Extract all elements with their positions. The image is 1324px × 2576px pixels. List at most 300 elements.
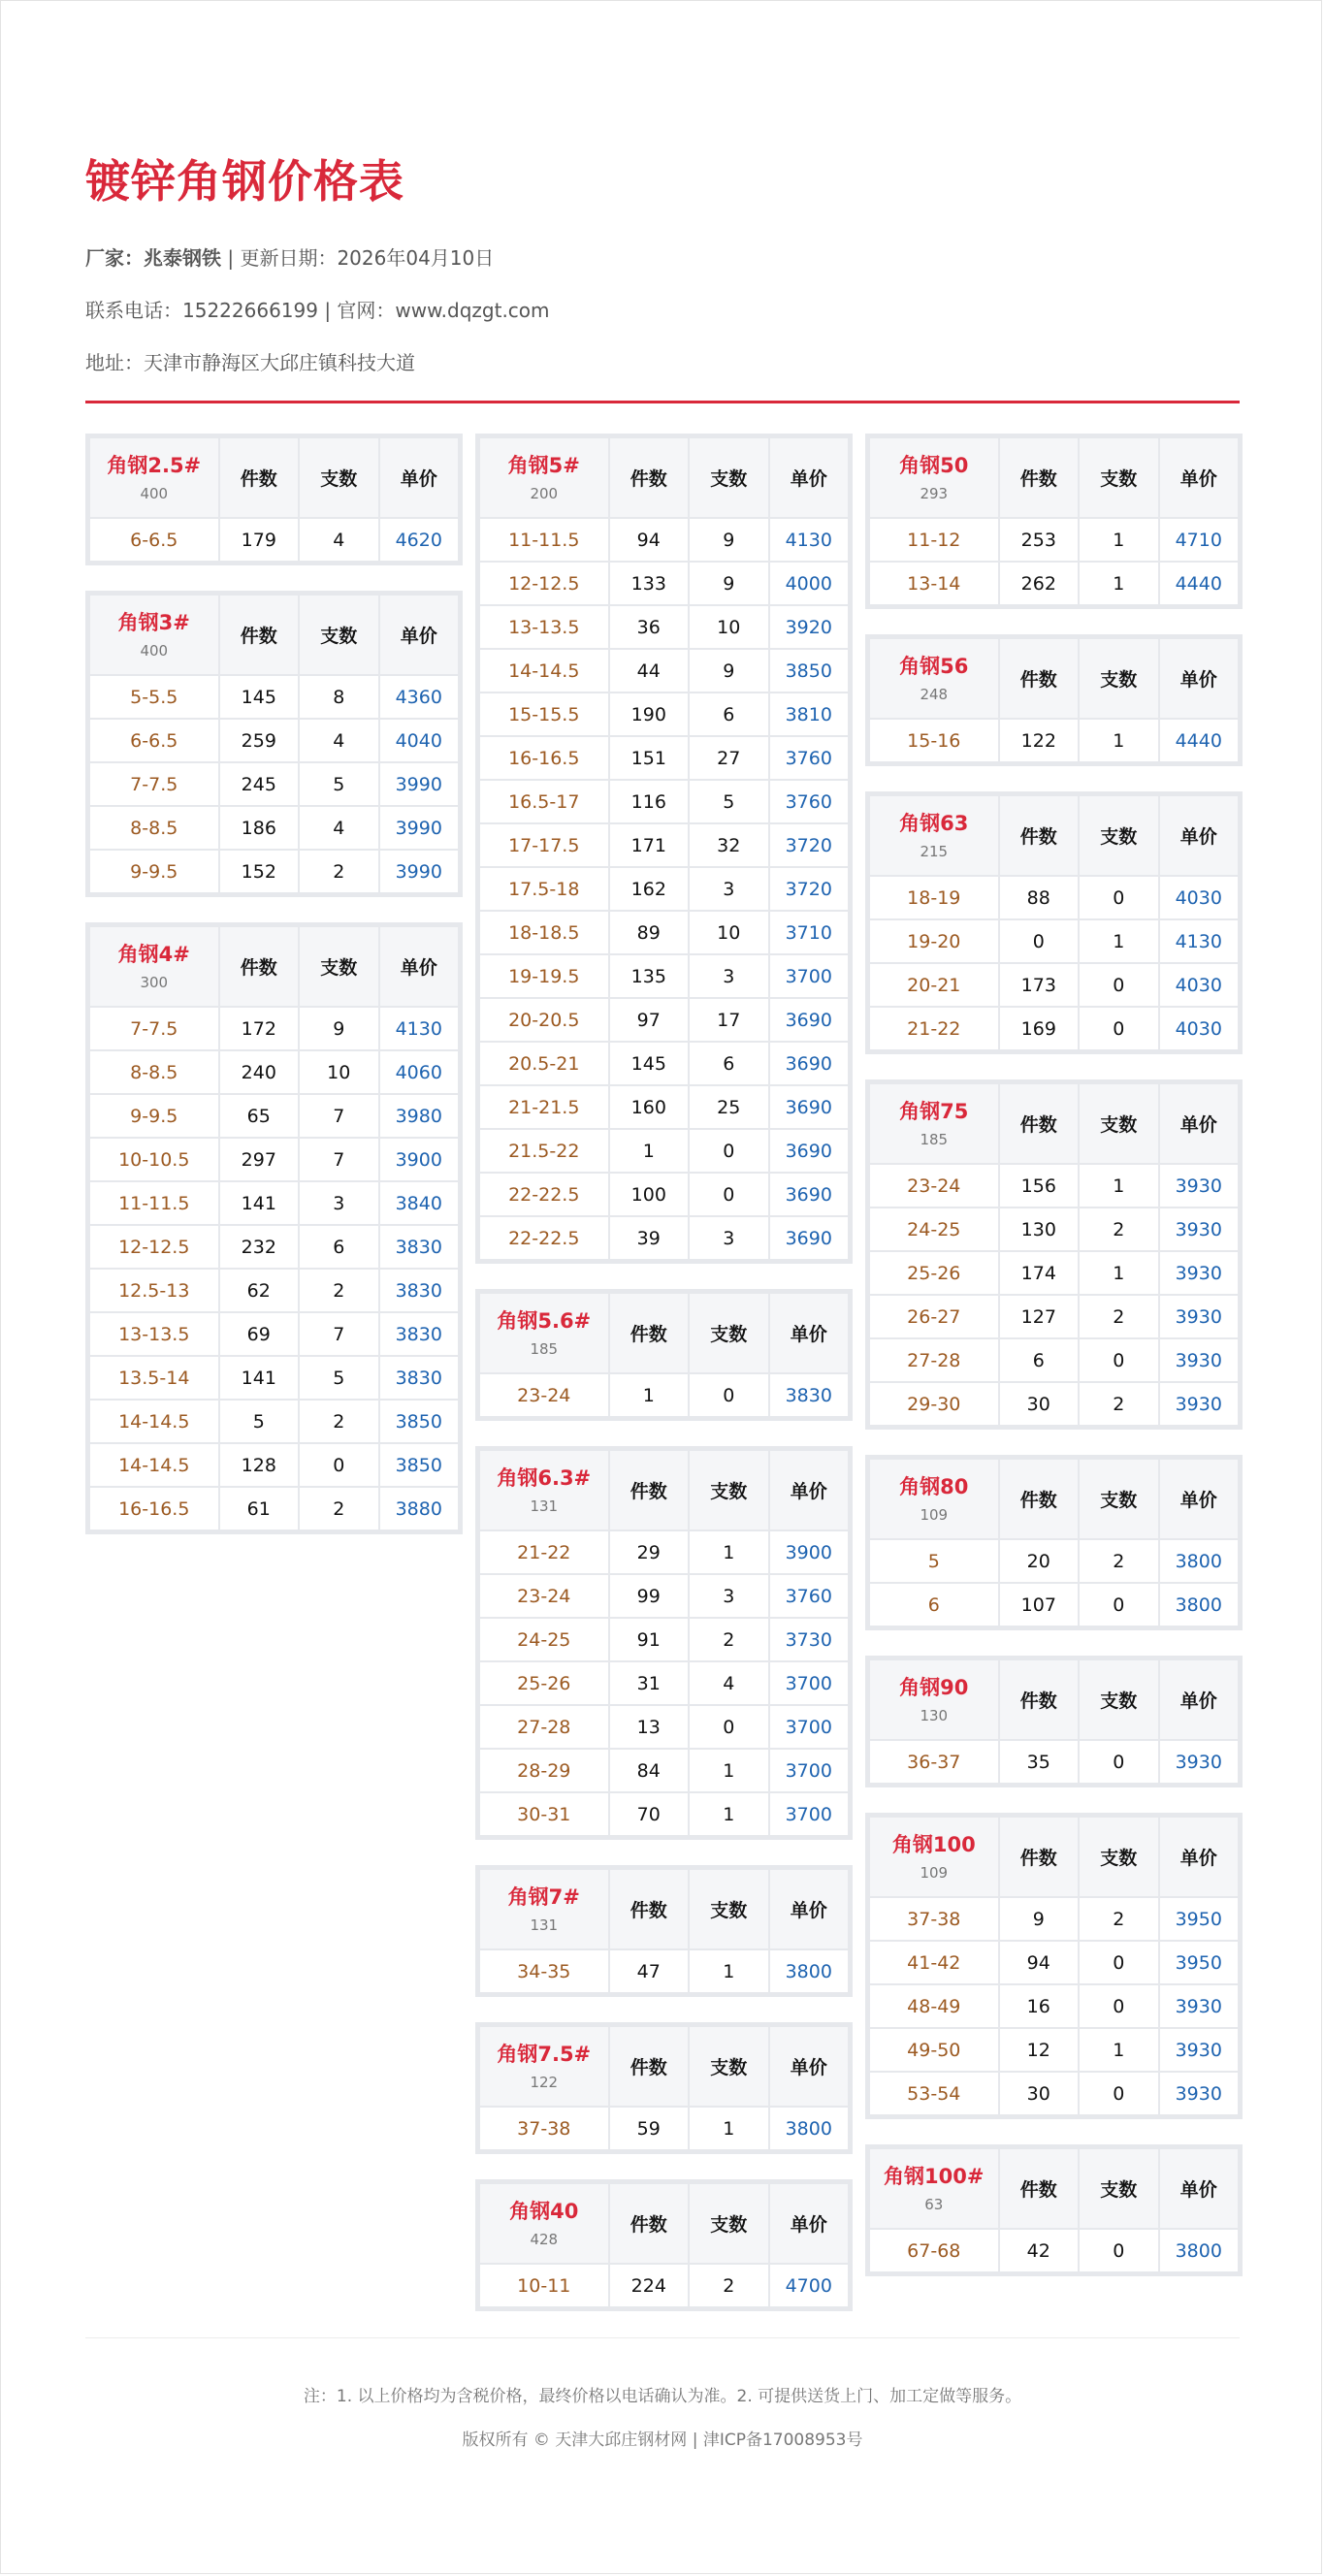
pieces-cell: 141 [219, 1356, 299, 1400]
table-row [479, 1216, 849, 1260]
price-cell: 3700 [769, 954, 850, 998]
table-row [89, 1225, 459, 1269]
pieces-cell: 30 [999, 1382, 1079, 1426]
table-row [869, 1295, 1239, 1338]
product-header [869, 437, 999, 518]
pieces-cell: 62 [219, 1269, 299, 1312]
price-table [865, 1656, 1243, 1787]
table-row [479, 1749, 849, 1792]
spec-cell: 16.5-17 [479, 780, 609, 823]
page-header [85, 146, 1240, 389]
spec-cell: 29-30 [869, 1382, 999, 1426]
price-cell: 3760 [769, 1574, 850, 1618]
spec-cell: 13.5-14 [89, 1356, 219, 1400]
pieces-header: 件数 [999, 1817, 1079, 1897]
table-row [869, 1338, 1239, 1382]
pieces-cell: 89 [609, 911, 689, 954]
table-row [869, 2028, 1239, 2072]
table-row [479, 823, 849, 867]
pieces-cell: 9 [999, 1897, 1079, 1941]
pieces-header: 件数 [609, 1293, 689, 1373]
pieces-cell: 97 [609, 998, 689, 1042]
table-row [89, 1181, 459, 1225]
pieces-cell: 1 [609, 1373, 689, 1417]
product-header [479, 1869, 609, 1949]
spec-cell: 21-22 [479, 1530, 609, 1574]
sticks-cell: 9 [689, 518, 768, 562]
price-table-grid [478, 1449, 850, 1837]
sticks-header: 支数 [299, 595, 378, 675]
price-table-grid [868, 436, 1240, 606]
sticks-cell: 0 [1079, 2072, 1158, 2115]
table-header-row [89, 595, 459, 675]
product-header [869, 1817, 999, 1897]
pieces-cell: 190 [609, 692, 689, 736]
sticks-header: 支数 [1079, 1659, 1158, 1740]
sticks-cell: 2 [1079, 1295, 1158, 1338]
price-cell: 3850 [769, 649, 850, 692]
spec-cell: 14-14.5 [89, 1400, 219, 1443]
spec-cell: 12.5-13 [89, 1269, 219, 1312]
table-row [869, 1007, 1239, 1050]
pieces-cell: 169 [999, 1007, 1079, 1050]
sticks-cell: 0 [1079, 1941, 1158, 1984]
spec-cell: 17-17.5 [479, 823, 609, 867]
product-weight: 185 [920, 1130, 949, 1148]
table-row [479, 1173, 849, 1216]
product-name: 角钢80 [899, 1474, 969, 1498]
product-header [89, 926, 219, 1007]
pieces-cell: 91 [609, 1618, 689, 1661]
header-divider [85, 401, 1240, 403]
price-header: 单价 [1159, 638, 1240, 719]
product-name: 角钢3# [117, 610, 190, 634]
sticks-cell: 2 [1079, 1382, 1158, 1426]
pieces-cell: 172 [219, 1007, 299, 1050]
sticks-cell: 5 [689, 780, 768, 823]
contact-line: 联系电话：15222666199 | 官网：www.dqzgt.com [85, 299, 550, 322]
manufacturer-line [85, 232, 1240, 284]
sticks-cell: 6 [689, 1042, 768, 1085]
spec-cell: 15-16 [869, 719, 999, 762]
product-name: 角钢40 [509, 2199, 579, 2223]
pieces-cell: 128 [219, 1443, 299, 1487]
price-table-grid [88, 594, 460, 894]
sticks-cell: 1 [1079, 919, 1158, 963]
spec-cell: 9-9.5 [89, 1094, 219, 1138]
table-row [869, 1941, 1239, 1984]
price-table-grid [868, 1816, 1240, 2116]
sticks-cell: 2 [1079, 1208, 1158, 1251]
price-cell: 4360 [379, 675, 460, 719]
sticks-cell: 2 [1079, 1897, 1158, 1941]
sticks-cell: 8 [299, 675, 378, 719]
sticks-cell: 1 [689, 2107, 768, 2150]
pieces-cell: 135 [609, 954, 689, 998]
product-name: 角钢63 [899, 811, 969, 835]
price-cell: 4040 [379, 719, 460, 762]
product-weight: 200 [530, 484, 559, 502]
spec-cell: 28-29 [479, 1749, 609, 1792]
pieces-cell: 224 [609, 2264, 689, 2307]
pieces-cell: 116 [609, 780, 689, 823]
pieces-header: 件数 [999, 2148, 1079, 2229]
price-cell: 3720 [769, 823, 850, 867]
product-name: 角钢100# [884, 2164, 985, 2188]
price-table [865, 2144, 1243, 2276]
price-table-grid [478, 2025, 850, 2151]
sticks-header: 支数 [299, 926, 378, 1007]
product-weight: 300 [140, 973, 169, 991]
spec-cell: 12-12.5 [479, 562, 609, 605]
price-cell: 3930 [1159, 1251, 1240, 1295]
pieces-cell: 29 [609, 1530, 689, 1574]
price-cell: 3690 [769, 1216, 850, 1260]
price-header: 单价 [1159, 2148, 1240, 2229]
spec-cell: 67-68 [869, 2229, 999, 2272]
sticks-cell: 27 [689, 736, 768, 780]
pieces-cell: 162 [609, 867, 689, 911]
pieces-cell: 94 [609, 518, 689, 562]
price-cell: 3990 [379, 806, 460, 850]
product-name: 角钢2.5# [107, 453, 202, 477]
pieces-header: 件数 [609, 2026, 689, 2107]
spec-cell: 48-49 [869, 1984, 999, 2028]
price-cell: 4000 [769, 562, 850, 605]
sticks-cell: 7 [299, 1312, 378, 1356]
pieces-cell: 171 [609, 823, 689, 867]
table-row [89, 1487, 459, 1530]
table-row [869, 876, 1239, 919]
spec-cell: 21-22 [869, 1007, 999, 1050]
spec-cell: 37-38 [479, 2107, 609, 2150]
price-table [85, 591, 463, 897]
sticks-cell: 5 [299, 762, 378, 806]
spec-cell: 26-27 [869, 1295, 999, 1338]
price-table [85, 922, 463, 1534]
pieces-cell: 179 [219, 518, 299, 562]
table-row [869, 963, 1239, 1007]
price-table [865, 791, 1243, 1054]
pieces-cell: 30 [999, 2072, 1079, 2115]
price-cell: 3800 [769, 2107, 850, 2150]
price-cell: 3930 [1159, 1208, 1240, 1251]
product-name: 角钢7.5# [497, 2042, 592, 2066]
spec-cell: 23-24 [479, 1574, 609, 1618]
price-cell: 4030 [1159, 1007, 1240, 1050]
price-cell: 4130 [379, 1007, 460, 1050]
sticks-cell: 2 [299, 1400, 378, 1443]
price-header: 单价 [1159, 437, 1240, 518]
price-cell: 3830 [769, 1373, 850, 1417]
price-table-grid [868, 1458, 1240, 1627]
table-row [479, 1792, 849, 1836]
sticks-header: 支数 [689, 437, 768, 518]
table-row [869, 1382, 1239, 1426]
copyright: 版权所有 © 天津大邱庄钢材网 | 津ICP备17008953号 [462, 2431, 863, 2450]
spec-cell: 30-31 [479, 1792, 609, 1836]
sticks-cell: 9 [689, 562, 768, 605]
spec-cell: 23-24 [869, 1164, 999, 1208]
sticks-cell: 2 [299, 850, 378, 893]
pieces-cell: 145 [609, 1042, 689, 1085]
price-table [865, 434, 1243, 609]
spec-cell: 18-19 [869, 876, 999, 919]
pieces-cell: 13 [609, 1705, 689, 1749]
table-row [479, 518, 849, 562]
pieces-cell: 0 [999, 919, 1079, 963]
spec-cell: 22-22.5 [479, 1173, 609, 1216]
spec-cell: 15-15.5 [479, 692, 609, 736]
price-table [475, 2022, 853, 2154]
pieces-cell: 44 [609, 649, 689, 692]
product-name: 角钢75 [899, 1099, 969, 1123]
price-cell: 3930 [1159, 1382, 1240, 1426]
price-header: 单价 [1159, 1817, 1240, 1897]
price-cell: 3990 [379, 762, 460, 806]
table-header-row [869, 2148, 1239, 2229]
price-cell: 3690 [769, 1085, 850, 1129]
price-table [475, 1446, 853, 1840]
pieces-cell: 259 [219, 719, 299, 762]
price-column-3 [865, 434, 1243, 2302]
sticks-header: 支数 [1079, 1459, 1158, 1539]
pieces-cell: 84 [609, 1749, 689, 1792]
sticks-header: 支数 [1079, 437, 1158, 518]
price-cell: 3700 [769, 1792, 850, 1836]
table-header-row [869, 1083, 1239, 1164]
sticks-cell: 2 [689, 2264, 768, 2307]
price-table-grid [478, 2182, 850, 2308]
spec-cell: 17.5-18 [479, 867, 609, 911]
pieces-cell: 36 [609, 605, 689, 649]
product-header [869, 795, 999, 876]
product-header [869, 1659, 999, 1740]
product-weight: 63 [924, 2195, 944, 2213]
product-header [479, 2026, 609, 2107]
price-cell: 3700 [769, 1705, 850, 1749]
pieces-cell: 174 [999, 1251, 1079, 1295]
product-weight: 109 [920, 1505, 949, 1524]
pieces-cell: 39 [609, 1216, 689, 1260]
spec-cell: 9-9.5 [89, 850, 219, 893]
price-cell: 3850 [379, 1400, 460, 1443]
sticks-cell: 2 [1079, 1539, 1158, 1583]
price-cell: 3800 [1159, 1539, 1240, 1583]
product-weight: 400 [140, 641, 169, 660]
price-table-grid [868, 1082, 1240, 1427]
sticks-cell: 1 [1079, 1251, 1158, 1295]
pieces-cell: 232 [219, 1225, 299, 1269]
pieces-header: 件数 [999, 638, 1079, 719]
table-row [479, 605, 849, 649]
sticks-header: 支数 [1079, 2148, 1158, 2229]
product-header [479, 2183, 609, 2264]
price-cell: 3900 [379, 1138, 460, 1181]
price-header: 单价 [379, 595, 460, 675]
pieces-header: 件数 [999, 1459, 1079, 1539]
sticks-cell: 0 [689, 1173, 768, 1216]
sticks-header: 支数 [1079, 638, 1158, 719]
pieces-cell: 127 [999, 1295, 1079, 1338]
table-row [869, 2229, 1239, 2272]
product-header [89, 437, 219, 518]
price-header: 单价 [769, 1293, 850, 1373]
table-row [869, 719, 1239, 762]
table-row [479, 1373, 849, 1417]
price-header: 单价 [769, 2026, 850, 2107]
price-table-grid [88, 925, 460, 1531]
price-cell: 3760 [769, 736, 850, 780]
table-header-row [869, 1459, 1239, 1539]
sticks-cell: 0 [1079, 2229, 1158, 2272]
table-row [89, 1138, 459, 1181]
table-row [89, 1312, 459, 1356]
table-row [479, 692, 849, 736]
sticks-cell: 25 [689, 1085, 768, 1129]
sticks-cell: 0 [689, 1373, 768, 1417]
price-header: 单价 [769, 2183, 850, 2264]
pieces-cell: 133 [609, 562, 689, 605]
sticks-cell: 1 [689, 1530, 768, 1574]
pieces-cell: 6 [999, 1338, 1079, 1382]
spec-cell: 8-8.5 [89, 1050, 219, 1094]
price-header: 单价 [1159, 1083, 1240, 1164]
spec-cell: 24-25 [869, 1208, 999, 1251]
spec-cell: 11-11.5 [89, 1181, 219, 1225]
sticks-cell: 6 [299, 1225, 378, 1269]
pieces-cell: 42 [999, 2229, 1079, 2272]
spec-cell: 21.5-22 [479, 1129, 609, 1173]
spec-cell: 21-21.5 [479, 1085, 609, 1129]
price-cell: 3830 [379, 1225, 460, 1269]
price-header: 单价 [769, 437, 850, 518]
sticks-cell: 2 [689, 1618, 768, 1661]
sticks-cell: 3 [689, 1574, 768, 1618]
price-table-grid [478, 1292, 850, 1418]
table-row [479, 1949, 849, 1993]
table-header-row [869, 1659, 1239, 1740]
price-table [475, 1289, 853, 1421]
sticks-cell: 1 [689, 1949, 768, 1993]
sticks-cell: 10 [689, 605, 768, 649]
table-row [479, 1042, 849, 1085]
product-header [479, 1293, 609, 1373]
table-row [89, 1443, 459, 1487]
spec-cell: 25-26 [479, 1661, 609, 1705]
price-cell: 3900 [769, 1530, 850, 1574]
sticks-header: 支数 [1079, 1083, 1158, 1164]
spec-cell: 25-26 [869, 1251, 999, 1295]
price-header: 单价 [379, 926, 460, 1007]
pieces-cell: 88 [999, 876, 1079, 919]
price-cell: 4130 [1159, 919, 1240, 963]
pieces-cell: 5 [219, 1400, 299, 1443]
table-header-row [479, 1450, 849, 1530]
pieces-cell: 59 [609, 2107, 689, 2150]
sticks-cell: 10 [299, 1050, 378, 1094]
product-name: 角钢7# [507, 1884, 580, 1909]
sticks-cell: 0 [689, 1129, 768, 1173]
spec-cell: 36-37 [869, 1740, 999, 1784]
sticks-cell: 2 [299, 1269, 378, 1312]
pieces-cell: 94 [999, 1941, 1079, 1984]
sticks-cell: 9 [689, 649, 768, 692]
table-header-row [479, 2026, 849, 2107]
price-table [865, 1455, 1243, 1630]
table-row [89, 1007, 459, 1050]
pieces-cell: 69 [219, 1312, 299, 1356]
sticks-cell: 7 [299, 1094, 378, 1138]
pieces-cell: 70 [609, 1792, 689, 1836]
table-row [869, 1208, 1239, 1251]
price-table [865, 1813, 1243, 2119]
price-table-grid [868, 2147, 1240, 2273]
footer-divider [85, 2337, 1240, 2338]
sticks-header: 支数 [689, 1450, 768, 1530]
price-header: 单价 [769, 1869, 850, 1949]
table-row [869, 562, 1239, 605]
pieces-header: 件数 [219, 595, 299, 675]
price-table [865, 1079, 1243, 1430]
price-header: 单价 [769, 1450, 850, 1530]
spec-cell: 10-11 [479, 2264, 609, 2307]
sticks-cell: 1 [689, 1749, 768, 1792]
pieces-header: 件数 [219, 437, 299, 518]
sticks-cell: 4 [299, 806, 378, 850]
sticks-header: 支数 [689, 2183, 768, 2264]
price-cell: 3800 [1159, 2229, 1240, 2272]
spec-cell: 20.5-21 [479, 1042, 609, 1085]
pieces-cell: 130 [999, 1208, 1079, 1251]
table-row [89, 806, 459, 850]
sticks-cell: 0 [1079, 1740, 1158, 1784]
table-row [479, 1129, 849, 1173]
pieces-cell: 12 [999, 2028, 1079, 2072]
price-cell: 4440 [1159, 719, 1240, 762]
product-header [869, 2148, 999, 2229]
spec-cell: 53-54 [869, 2072, 999, 2115]
table-row [89, 762, 459, 806]
pieces-cell: 65 [219, 1094, 299, 1138]
pieces-cell: 151 [609, 736, 689, 780]
table-row [479, 736, 849, 780]
price-cell: 3830 [379, 1269, 460, 1312]
sticks-cell: 1 [1079, 2028, 1158, 2072]
sticks-cell: 9 [299, 1007, 378, 1050]
spec-cell: 27-28 [869, 1338, 999, 1382]
table-row [89, 675, 459, 719]
product-name: 角钢6.3# [497, 1465, 592, 1490]
price-cell: 4620 [379, 518, 460, 562]
price-column-1 [85, 434, 463, 1560]
pieces-cell: 20 [999, 1539, 1079, 1583]
pieces-header: 件数 [219, 926, 299, 1007]
sticks-cell: 0 [1079, 963, 1158, 1007]
product-weight: 248 [920, 685, 949, 703]
price-table [475, 2179, 853, 2311]
sticks-cell: 0 [1079, 1984, 1158, 2028]
price-cell: 3690 [769, 1042, 850, 1085]
table-row [869, 518, 1239, 562]
spec-cell: 16-16.5 [89, 1487, 219, 1530]
pieces-cell: 122 [999, 719, 1079, 762]
spec-cell: 7-7.5 [89, 1007, 219, 1050]
sticks-cell: 3 [689, 867, 768, 911]
pieces-header: 件数 [609, 1450, 689, 1530]
price-cell: 4030 [1159, 876, 1240, 919]
product-weight: 109 [920, 1863, 949, 1882]
